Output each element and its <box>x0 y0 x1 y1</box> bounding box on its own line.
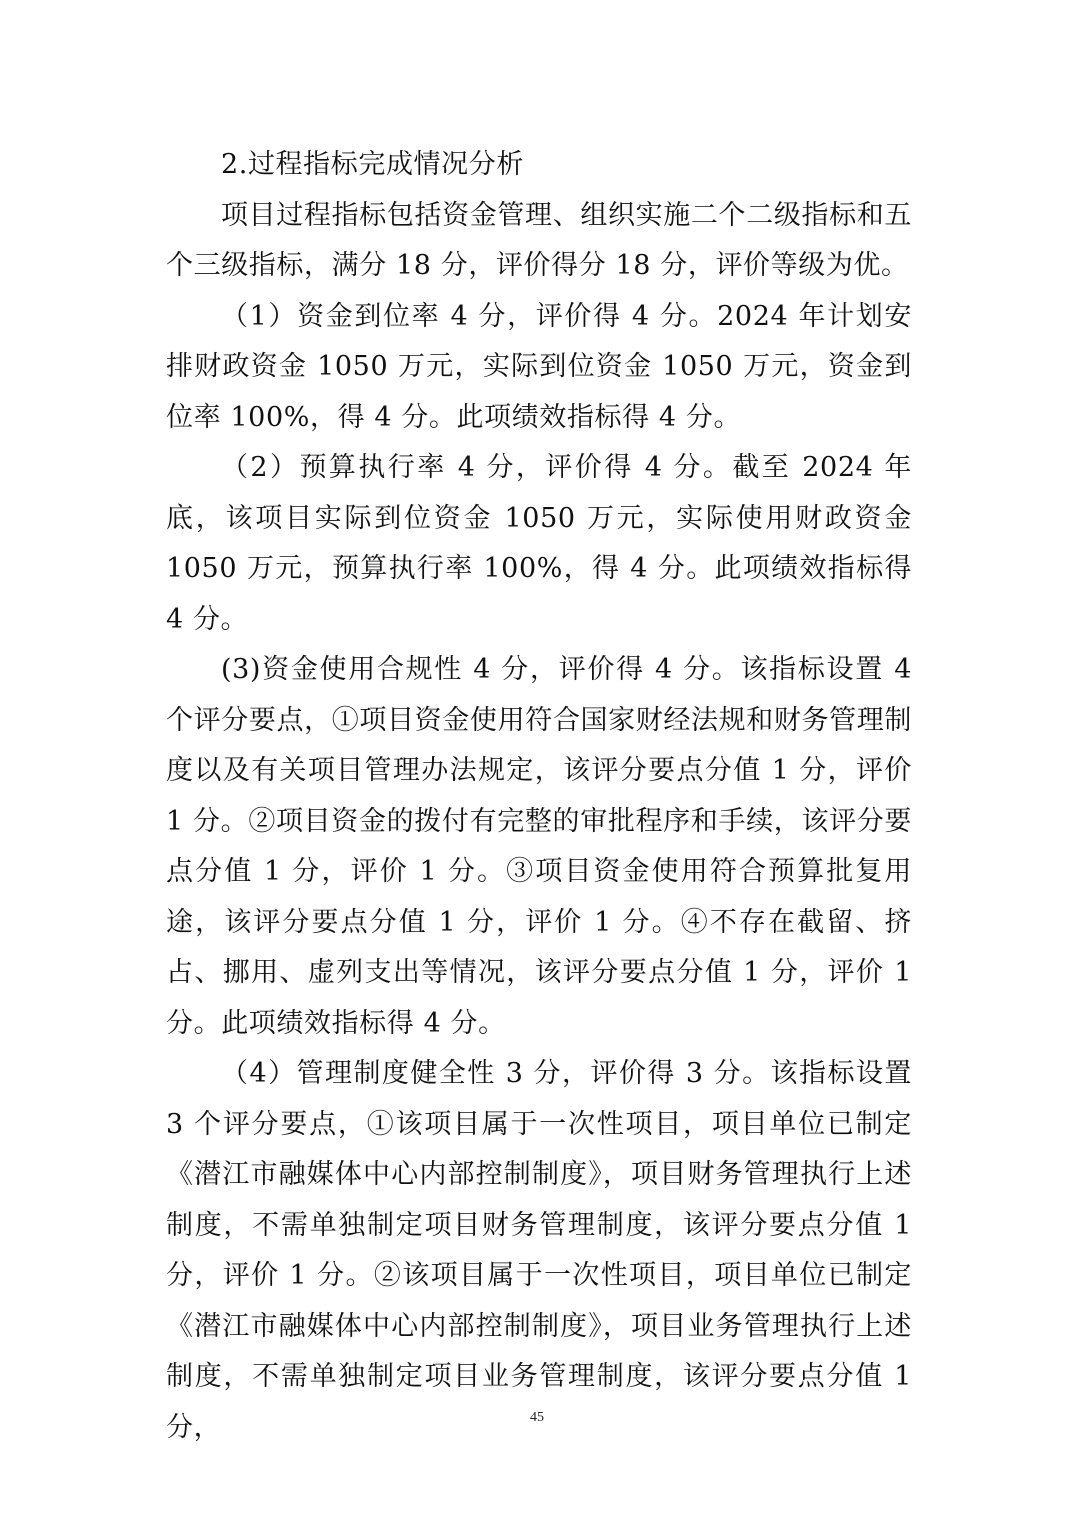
page-body <box>166 140 912 1453</box>
paragraph-summary: 项目过程指标包括资金管理、组织实施二个二级指标和五个三级指标，满分 18 分，评价得分 18 分，评价等级为优。 <box>166 199 912 281</box>
section-heading: 2.过程指标完成情况分析 <box>221 149 524 180</box>
paragraph-budget-execution: （2）预算执行率 4 分，评价得 4 分。截至 2024 年底，该项目实际到位资金 1050 万元，实际使用财政资金 1050 万元，预算执行率 100%，得 4 分。此项绩效指标得 4 分。 <box>166 452 912 635</box>
paragraph-management-system: （4）管理制度健全性 3 分，评价得 3 分。该指标设置 3 个评分要点，①该项目属于一次性项目，项目单位已制定《潜江市融媒体中心内部控制制度》，项目财务管理执行上述制度，不需单独制定项目财务管理制度，该评分要点分值 1 分，评价 1 分。②该项目属于一次性项目，项目单位已制定《潜江市融媒体中心内部控制制度》，项目业务管理执行上述制度，不需单独制定项目业务管理制度，该评分要点分值 1 分， <box>166 1058 912 1443</box>
paragraph-fund-compliance: (3)资金使用合规性 4 分，评价得 4 分。该指标设置 4 个评分要点，①项目资金使用符合国家财经法规和财务管理制度以及有关项目管理办法规定，该评分要点分值 1 分，评价 1 分。②项目资金的拨付有完整的审批程序和手续，该评分要点分值 1 分，评价 1 分。③项目资金使用符合预算批复用途，该评分要点分值 1 分，评价 1 分。④不存在截留、挤占、挪用、虚列支出等情况，该评分要点分值 1 分，评价 1 分。此项绩效指标得 4 分。 <box>166 654 912 1039</box>
paragraph-funding-rate: （1）资金到位率 4 分，评价得 4 分。2024 年计划安排财政资金 1050 万元，实际到位资金 1050 万元，资金到位率 100%，得 4 分。此项绩效指标得 4 分。 <box>166 300 912 433</box>
page-number: 45 <box>530 1410 544 1425</box>
